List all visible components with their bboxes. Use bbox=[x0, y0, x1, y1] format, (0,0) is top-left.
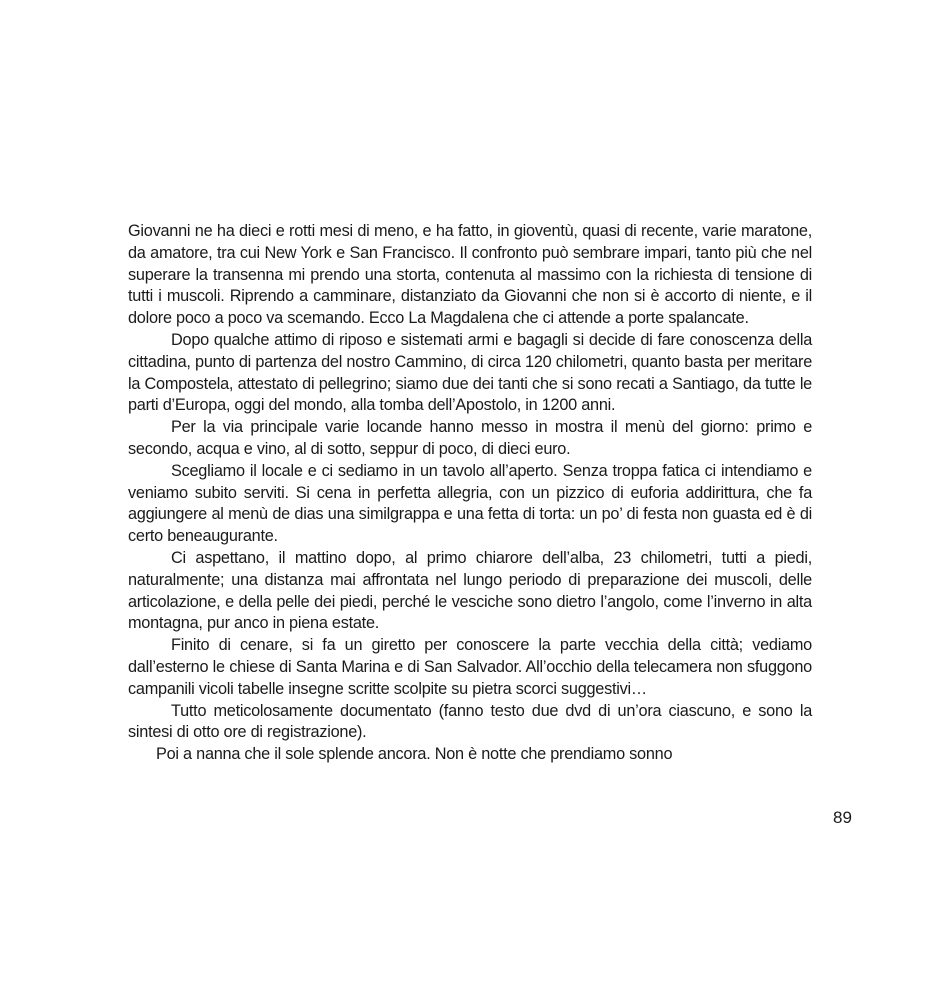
paragraph: Giovanni ne ha dieci e rotti mesi di meno, e ha fatto, in gioventù, quasi di recente, varie maratone, da amatore, tra cui New York e San Francisco. Il confronto può sembrare impari, tanto più che nel superare la transenna mi prendo una storta, contenuta al massimo con la richiesta di tensione di tutti i muscoli. Riprendo a camminare, distanziato da Giovanni che non si è accorto di niente, e il dolore poco a poco va scemando. Ecco La Magdalena che ci attende a porte spalancate. bbox=[128, 222, 812, 328]
paragraph: Poi a nanna che il sole splende ancora. Non è notte che prendiamo sonno bbox=[156, 745, 673, 764]
paragraph: Finito di cenare, si fa un giretto per conoscere la parte vecchia della città; vediamo dall’esterno le chiese di Santa Marina e di San Salvador. All’occhio della telecamera non sfuggono campanili vicoli tabelle insegne scritte scolpite su pietra scorci suggestivi… bbox=[128, 636, 812, 698]
paragraph: Scegliamo il locale e ci sediamo in un tavolo all’aperto. Senza troppa fatica ci intendiamo e veniamo subito serviti. Si cena in perfetta allegria, con un pizzico di euforia addirittura, che fa aggiungere al menù de dias una similgrappa e una fetta di torta: un po’ di festa non guasta ed è di certo beneaugurante. bbox=[128, 461, 812, 546]
paragraph: Tutto meticolosamente documentato (fanno testo due dvd di un’ora ciascuno, e sono la sintesi di otto ore di registrazione). bbox=[128, 701, 812, 742]
paragraph: Dopo qualche attimo di riposo e sistemati armi e bagagli si decide di fare conoscenza della cittadina, punto di partenza del nostro Cammino, di circa 120 chilometri, quanto basta per meritare la Compostela, attestato di pellegrino; siamo due dei tanti che si sono recati a Santiago, da tutte le parti d’Europa, oggi del mondo, alla tomba dell’Apostolo, in 1200 anni. bbox=[128, 330, 812, 415]
body-text bbox=[128, 221, 812, 766]
paragraph: Per la via principale varie locande hanno messo in mostra il menù del giorno: primo e secondo, acqua e vino, al di sotto, seppur di poco, di dieci euro. bbox=[128, 418, 812, 458]
paragraph: Ci aspettano, il mattino dopo, al primo chiarore dell’alba, 23 chilometri, tutti a piedi, naturalmente; una distanza mai affrontata nel lungo periodo di preparazione dei muscoli, delle articolazione, e della pelle dei piedi, perché le vesciche sono dietro l’angolo, come l’inverno in alta montagna, pur anco in piena estate. bbox=[128, 548, 812, 633]
page-number: 89 bbox=[833, 808, 852, 827]
